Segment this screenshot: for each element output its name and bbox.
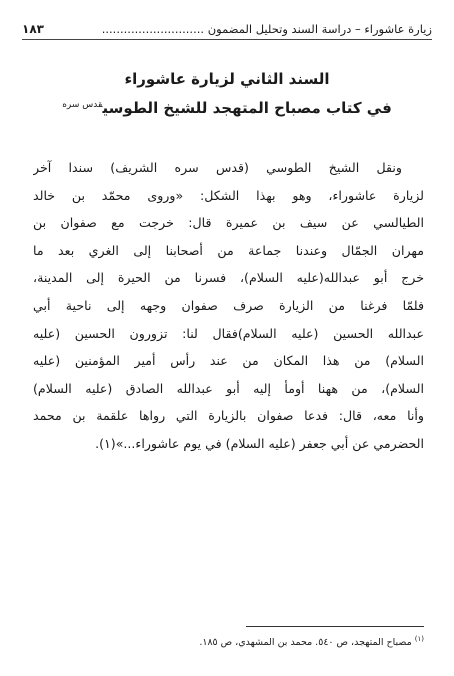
footnote-divider: [246, 626, 424, 627]
section-heading-line-2-text: في كتاب مصباح المتهجد للشيخ الطوسي: [102, 99, 392, 117]
body-paragraph: [33, 154, 424, 458]
body-line: فلمّا فرغنا من الزيارة صرف صفوان وجهه إلى ناحية أبي: [33, 297, 424, 313]
running-header: [22, 16, 432, 40]
page-number: ١٨٣: [22, 22, 44, 36]
footnote-text: مصباح المتهجد، ص ٥٤٠. محمد بن المشهدي، ص ١٨٥.: [199, 637, 412, 649]
body-line: السلام) من هذا المكان من عند رأس أمير المؤمنين (عليه: [33, 353, 424, 369]
body-line: وأنا معه، قال: فدعا صفوان بالزيارة التي رواها علقمة بن محمد: [33, 408, 424, 424]
section-heading-line-2: [60, 92, 394, 121]
section-heading-line-1: السند الثاني لزيارة عاشوراء: [124, 70, 330, 88]
body-line: لزيارة عاشوراء، وهو بهذا الشكل: «وروى محمّد بن خالد: [33, 187, 424, 203]
body-line: عبدالله الحسين (عليه السلام)فقال لنا: تزورون الحسين (عليه: [33, 325, 424, 341]
body-line: الحضرمي عن أبي جعفر (عليه السلام) في يوم عاشوراء...»(١).: [95, 435, 424, 451]
body-line: الطيالسي عن سيف بن عميرة قال: خرجت مع صفوان بن: [33, 215, 424, 231]
section-heading: [60, 66, 394, 121]
honorific-symbol: قدس سره: [62, 100, 103, 110]
running-header-title: زيارة عاشوراء – دراسة السند وتحليل المضمون ............................: [101, 22, 432, 36]
footnote: [40, 632, 424, 650]
body-line: السلام)، من ههنا أومأ إليه أبو عبدالله الصادق (عليه السلام): [33, 380, 424, 396]
body-line: مهران الجمّال وعندنا جماعة من أصحابنا إلى الغري بعد ما: [33, 242, 424, 258]
footnote-marker: (١): [414, 635, 424, 643]
body-line: ونقل الشيخ الطوسي (قدس سره الشريف) سندا آخر: [33, 160, 402, 175]
body-line: خرج أبو عبدالله(عليه السلام)، فسرنا من الحيرة إلى المدينة،: [33, 270, 424, 286]
